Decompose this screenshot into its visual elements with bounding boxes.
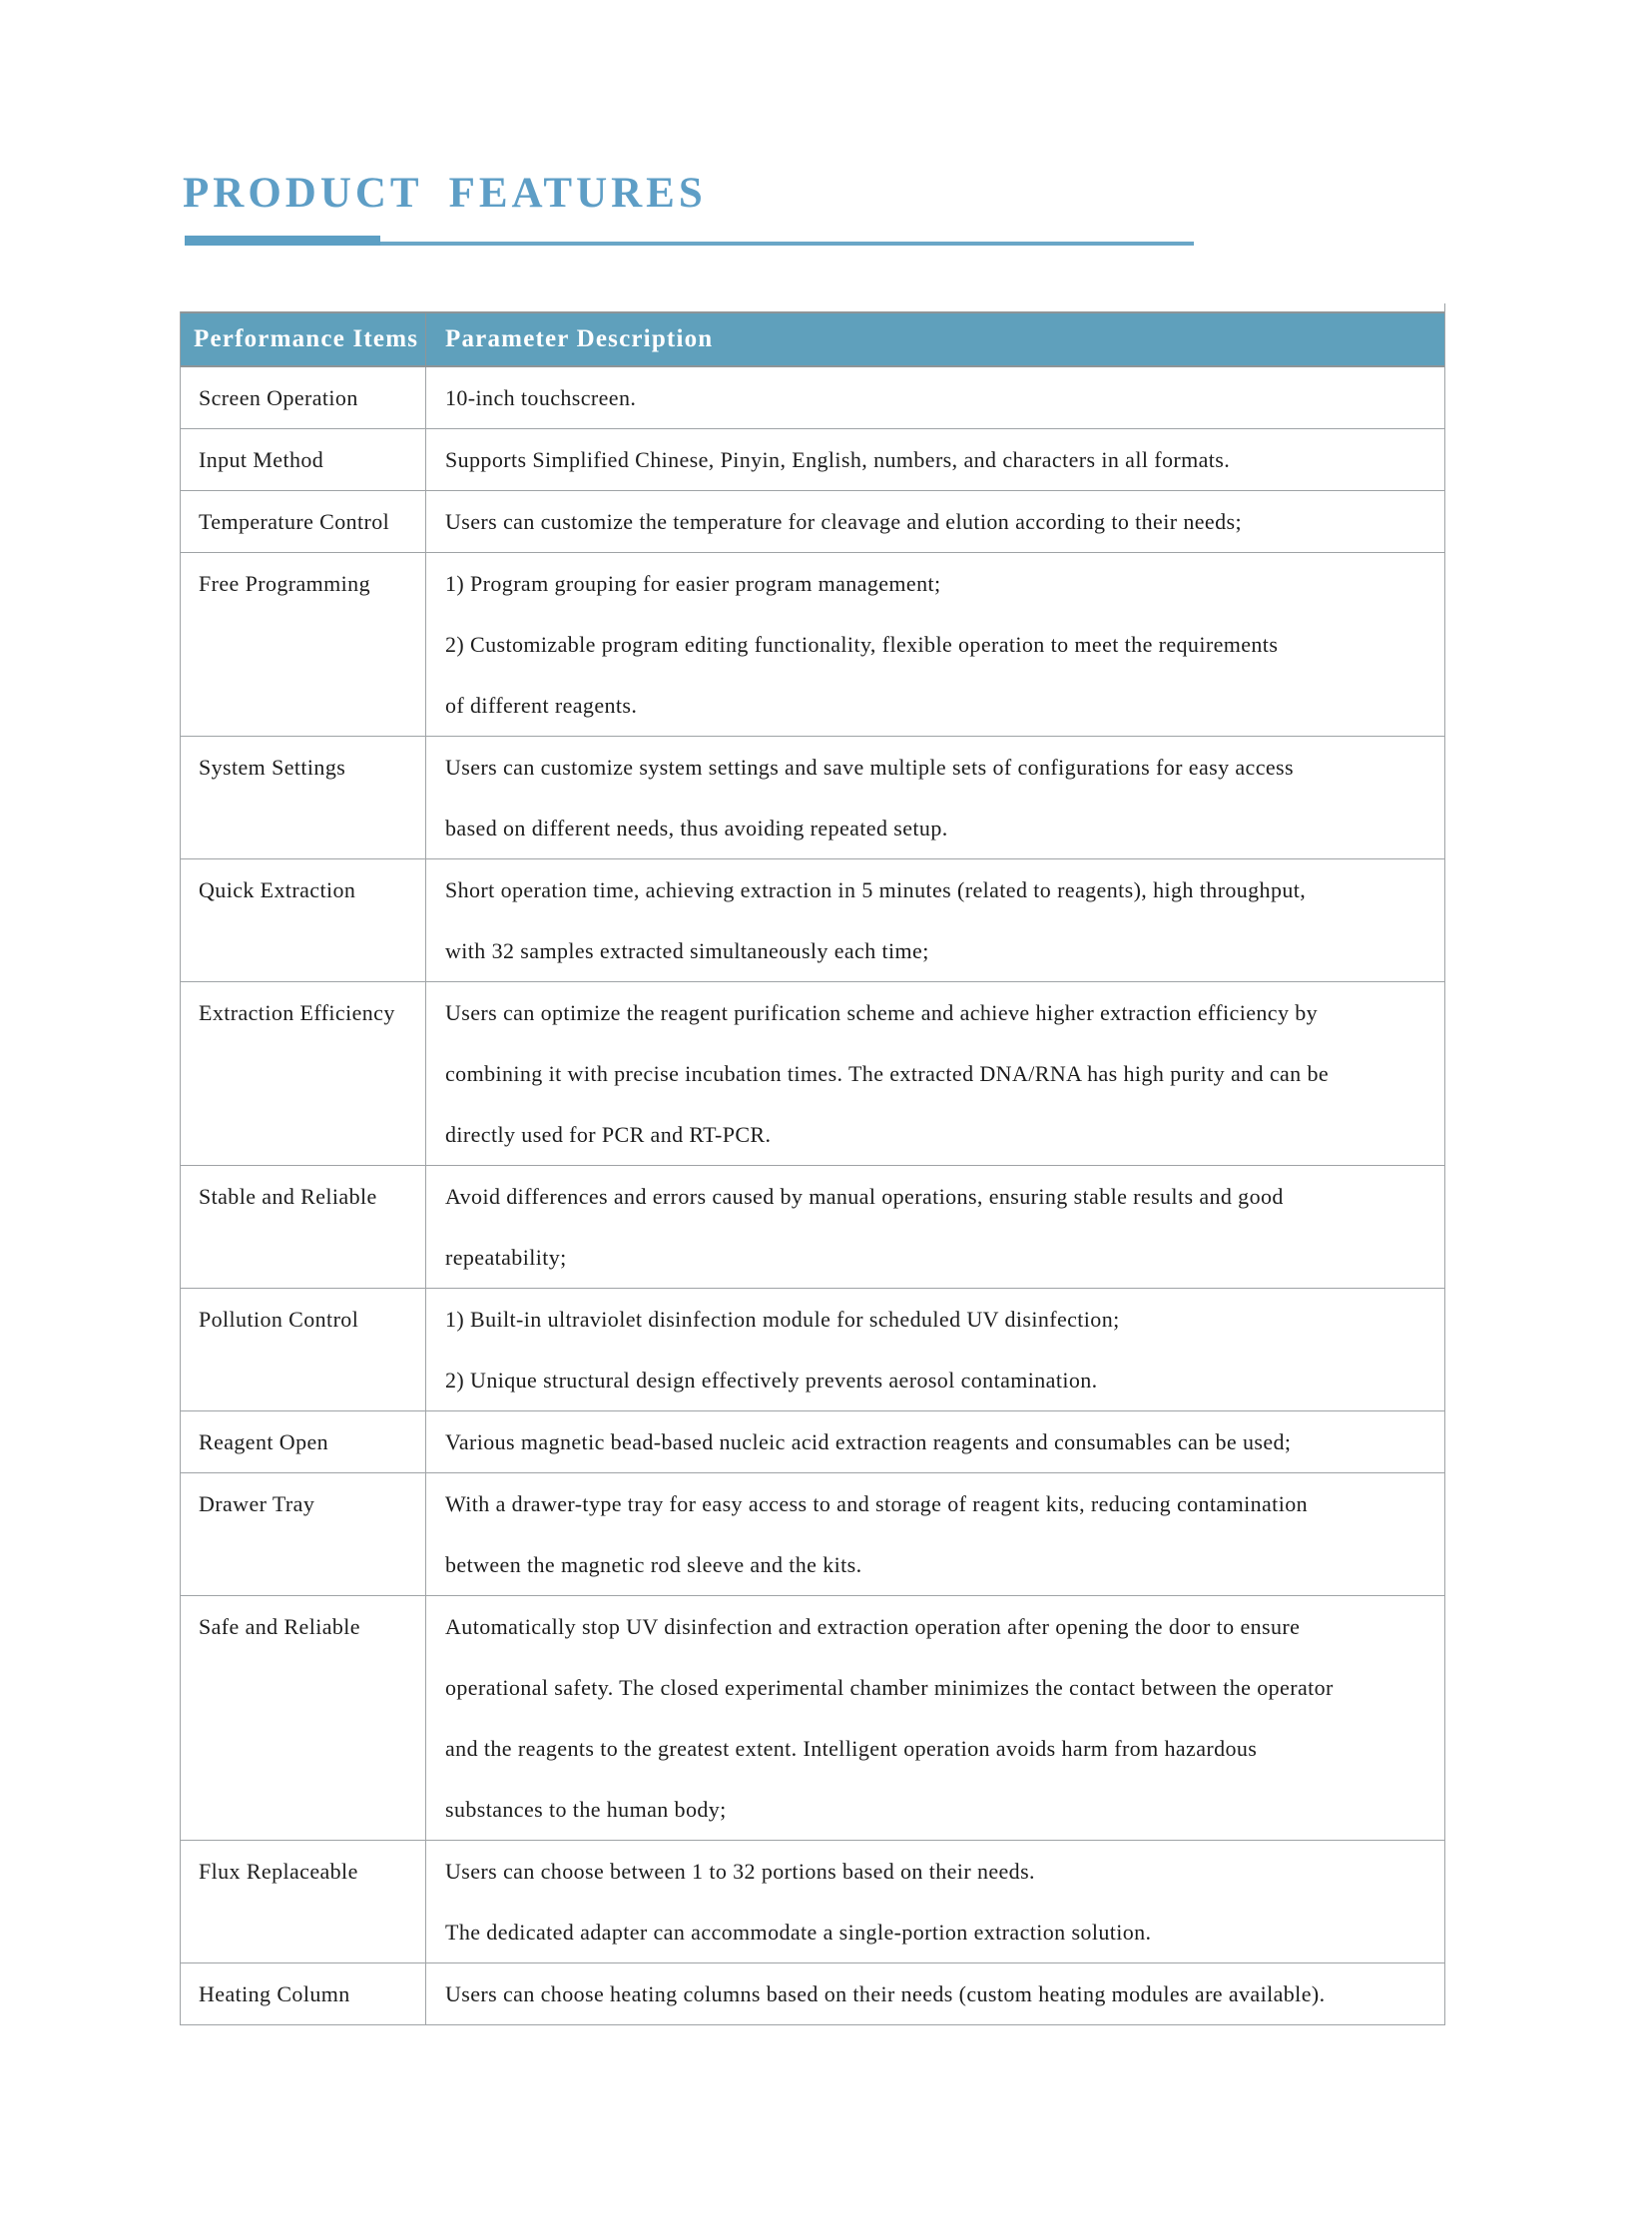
description-line: substances to the human body; bbox=[445, 1797, 727, 1822]
table-row bbox=[181, 1289, 1444, 1411]
row-description-cell bbox=[425, 1166, 1444, 1288]
description-line: between the magnetic rod sleeve and the kits. bbox=[445, 1552, 862, 1577]
title-underline bbox=[185, 236, 1194, 246]
row-item-label: Quick Extraction bbox=[199, 877, 356, 902]
description-line: combining it with precise incubation times. The extracted DNA/RNA has high purity and can be bbox=[445, 1061, 1330, 1086]
description-line: Users can choose between 1 to 32 portions based on their needs. bbox=[445, 1859, 1035, 1884]
table-body bbox=[181, 367, 1444, 2025]
row-item-cell bbox=[181, 737, 425, 858]
row-item-cell bbox=[181, 491, 425, 552]
description-line: Various magnetic bead-based nucleic acid extraction reagents and consumables can be used; bbox=[445, 1429, 1292, 1454]
description-line: Users can customize system settings and save multiple sets of configurations for easy access bbox=[445, 755, 1294, 780]
description-line: operational safety. The closed experimental chamber minimizes the contact between the operator bbox=[445, 1675, 1334, 1700]
column-header-performance-items: Performance Items bbox=[194, 325, 419, 352]
description-line: with 32 samples extracted simultaneously each time; bbox=[445, 938, 929, 963]
title-underline-thin-segment bbox=[380, 242, 1194, 246]
row-description-cell bbox=[425, 1473, 1444, 1595]
table-row bbox=[181, 1963, 1444, 2025]
row-item-cell bbox=[181, 1166, 425, 1288]
table-row bbox=[181, 491, 1444, 553]
row-item-cell bbox=[181, 553, 425, 736]
description-line: Users can choose heating columns based on their needs (custom heating modules are available). bbox=[445, 1981, 1326, 2006]
row-item-label: Input Method bbox=[199, 447, 324, 472]
description-line: Supports Simplified Chinese, Pinyin, English, numbers, and characters in all formats. bbox=[445, 447, 1231, 472]
row-description-cell bbox=[425, 1596, 1444, 1840]
row-item-cell bbox=[181, 429, 425, 490]
row-item-label: Pollution Control bbox=[199, 1307, 359, 1332]
table-row bbox=[181, 429, 1444, 491]
row-item-label: Reagent Open bbox=[199, 1429, 329, 1454]
column-header-parameter-description: Parameter Description bbox=[425, 313, 1444, 365]
table-row bbox=[181, 1596, 1444, 1841]
row-description-cell bbox=[425, 1841, 1444, 1962]
row-item-label: Drawer Tray bbox=[199, 1491, 315, 1516]
page-title: PRODUCT FEATURES bbox=[183, 170, 707, 217]
row-item-label: Screen Operation bbox=[199, 385, 358, 410]
description-line: 1) Built-in ultraviolet disinfection module for scheduled UV disinfection; bbox=[445, 1307, 1120, 1332]
row-item-label: Heating Column bbox=[199, 1981, 350, 2006]
row-item-label: Temperature Control bbox=[199, 509, 390, 534]
description-line: Automatically stop UV disinfection and extraction operation after opening the door to ensure bbox=[445, 1614, 1301, 1639]
row-item-label: Stable and Reliable bbox=[199, 1184, 377, 1209]
row-item-cell bbox=[181, 982, 425, 1165]
table-row bbox=[181, 737, 1444, 859]
row-description-cell bbox=[425, 982, 1444, 1165]
description-line: With a drawer-type tray for easy access to and storage of reagent kits, reducing contamination bbox=[445, 1491, 1309, 1516]
row-item-cell bbox=[181, 1473, 425, 1595]
row-description-cell bbox=[425, 1289, 1444, 1410]
row-item-cell bbox=[181, 859, 425, 981]
row-description-cell bbox=[425, 1963, 1444, 2024]
row-item-label: Free Programming bbox=[199, 571, 370, 596]
row-item-cell bbox=[181, 1596, 425, 1840]
description-line: and the reagents to the greatest extent. Intelligent operation avoids harm from hazardous bbox=[445, 1736, 1258, 1761]
row-description-cell bbox=[425, 859, 1444, 981]
row-item-cell bbox=[181, 1289, 425, 1410]
row-description-cell bbox=[425, 553, 1444, 736]
row-description-cell bbox=[425, 1411, 1444, 1472]
description-line: Users can customize the temperature for cleavage and elution according to their needs; bbox=[445, 509, 1242, 534]
table-row bbox=[181, 1166, 1444, 1289]
product-features-table bbox=[180, 311, 1445, 2025]
row-item-label: Extraction Efficiency bbox=[199, 1000, 395, 1025]
description-line: repeatability; bbox=[445, 1245, 567, 1270]
table-row bbox=[181, 553, 1444, 737]
row-description-cell bbox=[425, 367, 1444, 428]
row-item-cell bbox=[181, 367, 425, 428]
row-item-cell bbox=[181, 1841, 425, 1962]
row-item-label: Flux Replaceable bbox=[199, 1859, 358, 1884]
description-line: based on different needs, thus avoiding repeated setup. bbox=[445, 816, 948, 840]
row-description-cell bbox=[425, 491, 1444, 552]
description-line: 1) Program grouping for easier program management; bbox=[445, 571, 941, 596]
table-row bbox=[181, 859, 1444, 982]
row-description-cell bbox=[425, 737, 1444, 858]
description-line: 10-inch touchscreen. bbox=[445, 385, 637, 410]
description-line: of different reagents. bbox=[445, 693, 638, 718]
row-item-cell bbox=[181, 1963, 425, 2024]
description-line: Users can optimize the reagent purification scheme and achieve higher extraction efficiency by bbox=[445, 1000, 1319, 1025]
table-row bbox=[181, 982, 1444, 1166]
title-underline-thick-segment bbox=[185, 236, 380, 246]
table-row bbox=[181, 1473, 1444, 1596]
description-line: Short operation time, achieving extraction in 5 minutes (related to reagents), high throughput, bbox=[445, 877, 1307, 902]
row-description-cell bbox=[425, 429, 1444, 490]
description-line: The dedicated adapter can accommodate a single-portion extraction solution. bbox=[445, 1920, 1152, 1945]
description-line: 2) Unique structural design effectively prevents aerosol contamination. bbox=[445, 1368, 1098, 1393]
table-row bbox=[181, 1411, 1444, 1473]
description-line: 2) Customizable program editing functionality, flexible operation to meet the requirements bbox=[445, 632, 1279, 657]
table-row bbox=[181, 367, 1444, 429]
table-row bbox=[181, 1841, 1444, 1963]
row-item-label: System Settings bbox=[199, 755, 346, 780]
description-line: Avoid differences and errors caused by manual operations, ensuring stable results and good bbox=[445, 1184, 1284, 1209]
row-item-cell bbox=[181, 1411, 425, 1472]
row-item-label: Safe and Reliable bbox=[199, 1614, 360, 1639]
table-header-row bbox=[181, 311, 1444, 367]
description-line: directly used for PCR and RT-PCR. bbox=[445, 1122, 772, 1147]
